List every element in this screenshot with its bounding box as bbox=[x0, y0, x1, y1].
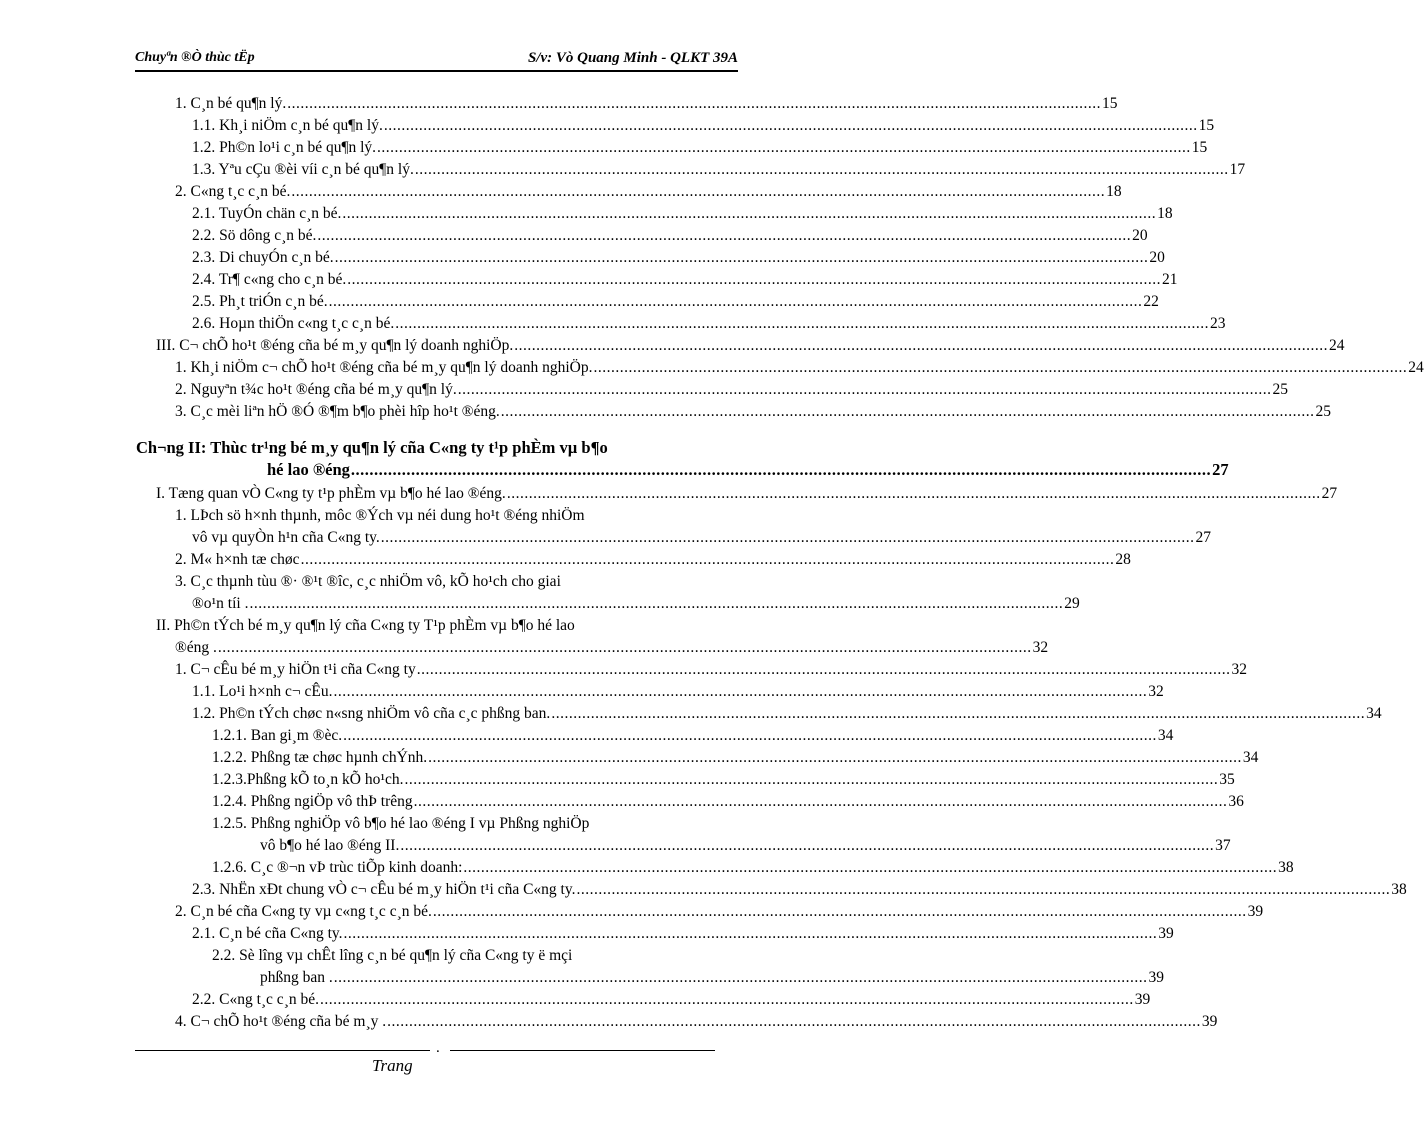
toc-entry[interactable]: 1.2.6. C¸c ®¬n vÞ trùc tiÕp kinh doanh: .......................................................................................................................................................................................... 38 bbox=[212, 859, 1294, 876]
toc-entry[interactable]: 1.2. Ph©n lo¹i c¸n bé qu¶n lý. .......................................................................................................................................................................................... 15 bbox=[192, 139, 1208, 156]
toc-entry-line1[interactable]: 3. C¸c thµnh tùu ®· ®¹t ®îc, c¸c nhiÖm vô, kÕ ho¹ch cho giai bbox=[175, 573, 561, 590]
toc-entry[interactable]: vô b¶o hé lao ®éng II. .......................................................................................................................................................................................... 37 bbox=[260, 837, 1231, 854]
toc-entry[interactable]: 1.2.2. Phßng tæ chøc hµnh chÝnh. .......................................................................................................................................................................................... 34 bbox=[212, 749, 1259, 766]
toc-entry[interactable]: 2.3. NhËn xÐt chung vÒ c¬ cÊu bé m¸y hiÖn t¹i cña C«ng ty. .......................................................................................................................................................................................... 38 bbox=[192, 881, 1407, 898]
toc-entry[interactable]: 2.2. C«ng t¸c c¸n bé. .......................................................................................................................................................................................... 39 bbox=[192, 991, 1151, 1008]
toc-entry[interactable]: 1.2. Ph©n tÝch chøc n«sng nhiÖm vô cña c¸c phßng ban. .......................................................................................................................................................................................... 34 bbox=[192, 705, 1382, 722]
footer-rule-right bbox=[450, 1050, 715, 1051]
toc-entry[interactable]: 1.2.4. Phßng ngiÖp vô thÞ trêng .......................................................................................................................................................................................... 36 bbox=[212, 793, 1244, 810]
toc-entry[interactable]: 2.1. C¸n bé cña C«ng ty. .......................................................................................................................................................................................... 39 bbox=[192, 925, 1174, 942]
toc-entry[interactable]: 2.2. Sö dông c¸n bé. .......................................................................................................................................................................................... 20 bbox=[192, 227, 1148, 244]
toc-entry[interactable]: 2. C¸n bé cña C«ng ty vµ c«ng t¸c c¸n bé. .......................................................................................................................................................................................... 39 bbox=[175, 903, 1264, 920]
toc-entry[interactable]: 2. M« h×nh tæ chøc .......................................................................................................................................................................................... 28 bbox=[175, 551, 1131, 568]
header-title: Chuyªn ®Ò thùc tËp bbox=[135, 50, 255, 65]
toc-entry[interactable]: ®o¹n tíi . .......................................................................................................................................................................................... 29 bbox=[192, 595, 1080, 612]
footer-rule-left bbox=[135, 1050, 430, 1051]
toc-entry[interactable]: 2.4. Tr¶ c«ng cho c¸n bé. .......................................................................................................................................................................................... 21 bbox=[192, 271, 1178, 288]
toc-entry-line1[interactable]: II. Ph©n tÝch bé m¸y qu¶n lý cña C«ng ty T¹p phÈm vµ b¶o hé lao bbox=[156, 617, 575, 634]
toc-entry[interactable]: 2. C«ng t¸c c¸n bé. .......................................................................................................................................................................................... 18 bbox=[175, 183, 1122, 200]
toc-entry[interactable]: 2.6. Hoµn thiÖn c«ng t¸c c¸n bé. .......................................................................................................................................................................................... 23 bbox=[192, 315, 1226, 332]
toc-entry[interactable]: 1. Kh¸i niÖm c¬ chÕ ho¹t ®éng cña bé m¸y qu¶n lý doanh nghiÖp. .......................................................................................................................................................................................... 24 bbox=[175, 359, 1424, 376]
toc-entry[interactable]: 2.5. Ph¸t triÓn c¸n bé. .......................................................................................................................................................................................... 22 bbox=[192, 293, 1159, 310]
toc-entry[interactable]: 2. Nguyªn t¾c ho¹t ®éng cña bé m¸y qu¶n lý. .......................................................................................................................................................................................... 25 bbox=[175, 381, 1288, 398]
toc-entry[interactable]: ®éng . .......................................................................................................................................................................................... 32 bbox=[175, 639, 1049, 656]
toc-entry[interactable]: 4. C¬ chÕ ho¹t ®éng cña bé m¸y . .......................................................................................................................................................................................... 39 bbox=[175, 1013, 1218, 1030]
toc-entry[interactable]: 1.2.3.Phßng kÕ to¸n kÕ ho¹ch. .......................................................................................................................................................................................... 35 bbox=[212, 771, 1235, 788]
page-header bbox=[135, 48, 738, 72]
toc-entry[interactable]: 2.1. TuyÓn chän c¸n bé. .......................................................................................................................................................................................... 18 bbox=[192, 205, 1173, 222]
toc-entry[interactable]: 2.3. Di chuyÓn c¸n bé. .......................................................................................................................................................................................... 20 bbox=[192, 249, 1165, 266]
toc-entry[interactable]: 1.3. Yªu cÇu ®èi víi c¸n bé qu¶n lý. .......................................................................................................................................................................................... 17 bbox=[192, 161, 1246, 178]
toc-entry[interactable]: vô vµ quyÒn h¹n cña C«ng ty. .......................................................................................................................................................................................... 27 bbox=[192, 529, 1212, 546]
toc-entry[interactable]: 1.2.1. Ban gi¸m ®èc. .......................................................................................................................................................................................... 34 bbox=[212, 727, 1174, 744]
toc-entry[interactable]: 1.1. Kh¸i niÖm c¸n bé qu¶n lý. .......................................................................................................................................................................................... 15 bbox=[192, 117, 1215, 134]
toc-entry-line1[interactable]: 2.2. Sè lîng vµ chÊt lîng c¸n bé qu¶n lý cña C«ng ty ë mçi bbox=[212, 947, 573, 964]
footer-dot: . bbox=[436, 1040, 440, 1056]
toc-entry[interactable]: phßng ban . .......................................................................................................................................................................................... 39 bbox=[260, 969, 1165, 986]
toc-entry[interactable]: 1. C¬ cÊu bé m¸y hiÖn t¹i cña C«ng ty .......................................................................................................................................................................................... 32 bbox=[175, 661, 1247, 678]
toc-entry[interactable]: 1.1. Lo¹i h×nh c¬ cÊu. .......................................................................................................................................................................................... 32 bbox=[192, 683, 1164, 700]
chapter-heading[interactable]: Ch¬ng II: Thùc tr¹ng bé m¸y qu¶n lý cña C«ng ty t¹p phÈm vµ b¶o bbox=[136, 438, 608, 457]
page-footer-label: Trang bbox=[372, 1056, 413, 1075]
toc-entry-line1[interactable]: 1. LÞch sö h×nh thµnh, môc ®Ých vµ néi dung ho¹t ®éng nhiÖm bbox=[175, 507, 585, 524]
header-author: S/v: Vò Quang Minh - QLKT 39A bbox=[527, 50, 738, 66]
toc-entry[interactable]: 1. C¸n bé qu¶n lý. .......................................................................................................................................................................................... 15 bbox=[175, 95, 1118, 112]
toc-entry-chapter[interactable]: hé lao ®éng .......................................................................................................................................................................................... 27 bbox=[267, 460, 1229, 479]
toc-entry-line1[interactable]: 1.2.5. Phßng nghiÖp vô b¶o hé lao ®éng I vµ Phßng nghiÖp bbox=[212, 815, 590, 832]
toc-entry[interactable]: III. C¬ chÕ ho¹t ®éng cña bé m¸y qu¶n lý doanh nghiÖp. .......................................................................................................................................................................................... 24 bbox=[156, 337, 1345, 354]
toc-entry[interactable]: I. Tæng quan vÒ C«ng ty t¹p phÈm vµ b¶o hé lao ®éng. .......................................................................................................................................................................................... 27 bbox=[156, 485, 1338, 502]
toc-entry[interactable]: 3. C¸c mèi liªn hÖ ®Ó ®¶m b¶o phèi hîp ho¹t ®éng. .......................................................................................................................................................................................... 25 bbox=[175, 403, 1332, 420]
